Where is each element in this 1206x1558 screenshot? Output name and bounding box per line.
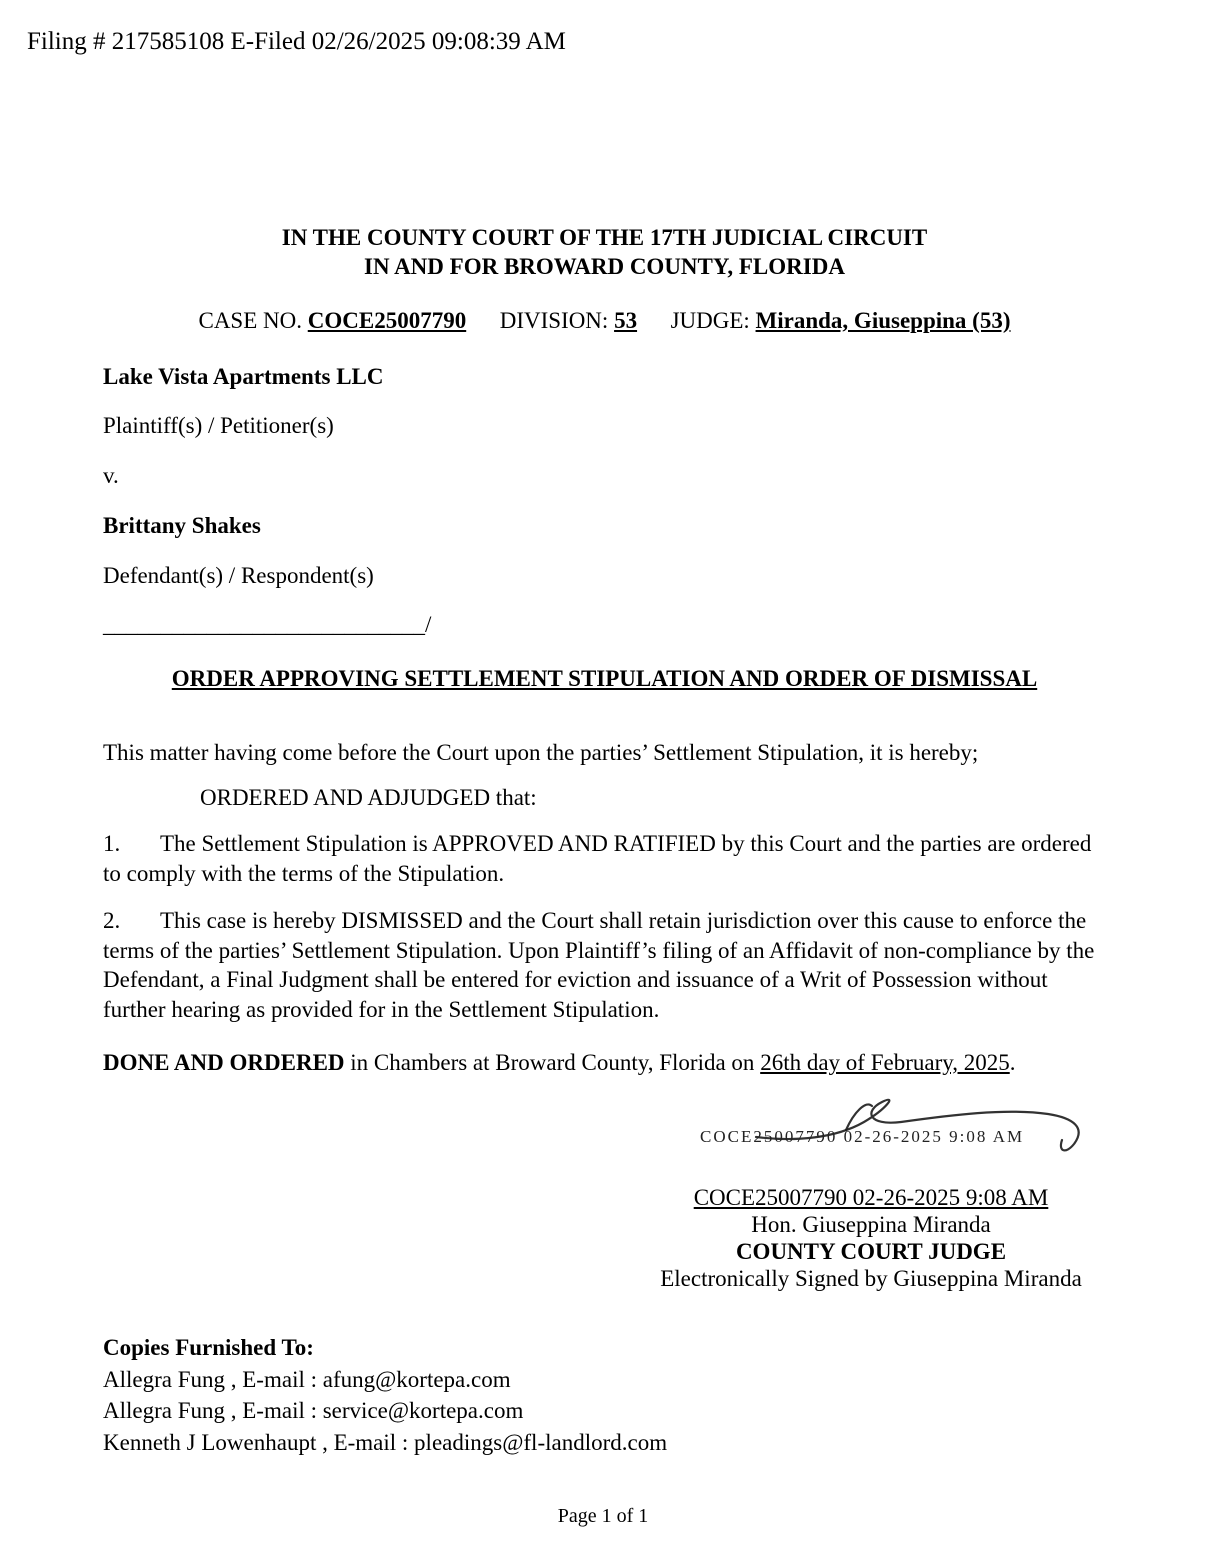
court-caption-line1: IN THE COUNTY COURT OF THE 17TH JUDICIAL CIRCUIT: [281, 225, 928, 250]
defendant-name: Brittany Shakes: [103, 512, 261, 538]
judge-label: JUDGE:: [670, 307, 750, 333]
judge-title: COUNTY COURT JUDGE: [735, 1238, 1007, 1264]
efiling-stamp: Filing # 217585108 E-Filed 02/26/2025 09:08:39 AM: [27, 28, 566, 55]
caption-separator: ____________________________/: [103, 612, 432, 638]
defendant-role: Defendant(s) / Respondent(s): [103, 562, 374, 588]
plaintiff-role: Plaintiff(s) / Petitioner(s): [103, 413, 334, 439]
done-and-ordered-line: [103, 1048, 1106, 1077]
division-value: 53: [614, 307, 638, 333]
adjudged-line: ORDERED AND ADJUDGED that:: [200, 785, 537, 811]
judge-signature-block: [636, 1184, 1106, 1293]
case-info-line: [103, 308, 1106, 334]
done-and-ordered-middle: in Chambers at Broward County, Florida on: [344, 1050, 761, 1076]
versus: v.: [103, 463, 119, 488]
signature-area: [103, 1092, 1106, 1182]
order-item-1: [103, 829, 1106, 888]
copies-recipient: Allegra Fung , E-mail : service@kortepa.com: [103, 1398, 524, 1424]
order-item-2: [103, 906, 1106, 1024]
order-item-1-text: The Settlement Stipulation is APPROVED AND RATIFIED by this Court and the parties are ordered to comply with the terms of the Stipulation.: [103, 831, 1092, 886]
case-number-label: CASE NO.: [198, 307, 302, 333]
order-item-2-text: This case is hereby DISMISSED and the Court shall retain jurisdiction over this cause to enforce the terms of the parties’ Settlement Stipulation. Upon Plaintiff’s filing of an Affidavit of non-compliance by the Defendant, a Final Judgment shall be entered for eviction and issuance of a Writ of Possession without further hearing as provided for in the Settlement Stipulation.: [103, 908, 1095, 1022]
copies-furnished-section: [103, 1334, 1106, 1456]
copies-furnished-heading: Copies Furnished To:: [103, 1335, 314, 1360]
court-caption-line2: IN AND FOR BROWARD COUNTY, FLORIDA: [364, 253, 845, 279]
division-label: DIVISION:: [499, 307, 609, 333]
done-and-ordered-label: DONE AND ORDERED: [103, 1050, 345, 1076]
order-item-1-number: 1.: [103, 831, 121, 857]
judge-signature-scribble: [696, 1092, 1096, 1180]
done-and-ordered-period: .: [1009, 1050, 1016, 1076]
document-body: [0, 224, 1206, 1456]
order-title: ORDER APPROVING SETTLEMENT STIPULATION AND ORDER OF DISMISSAL: [171, 666, 1038, 691]
order-intro-paragraph: This matter having come before the Court upon the parties’ Settlement Stipulation, it is hereby;: [103, 740, 979, 765]
plaintiff-name: Lake Vista Apartments LLC: [103, 363, 384, 389]
order-date: 26th day of February, 2025: [760, 1050, 1010, 1076]
judge-value: Miranda, Giuseppina (53): [755, 307, 1011, 333]
page-number-footer: Page 1 of 1: [557, 1505, 649, 1527]
signature-case-timestamp: COCE25007790 02-26-2025 9:08 AM: [693, 1184, 1049, 1210]
copies-recipient: Kenneth J Lowenhaupt , E-mail : pleadings@fl-landlord.com: [103, 1429, 668, 1455]
court-caption: [103, 224, 1106, 282]
electronic-signature-note: Electronically Signed by Giuseppina Miranda: [660, 1265, 1082, 1291]
case-number-value: COCE25007790: [307, 307, 467, 333]
judge-name: Hon. Giuseppina Miranda: [751, 1211, 991, 1237]
signature-stamp-text: COCE25007790 02-26-2025 9:08 AM: [700, 1126, 1025, 1146]
copies-recipient: Allegra Fung , E-mail : afung@kortepa.com: [103, 1366, 511, 1392]
order-item-2-number: 2.: [103, 908, 121, 934]
